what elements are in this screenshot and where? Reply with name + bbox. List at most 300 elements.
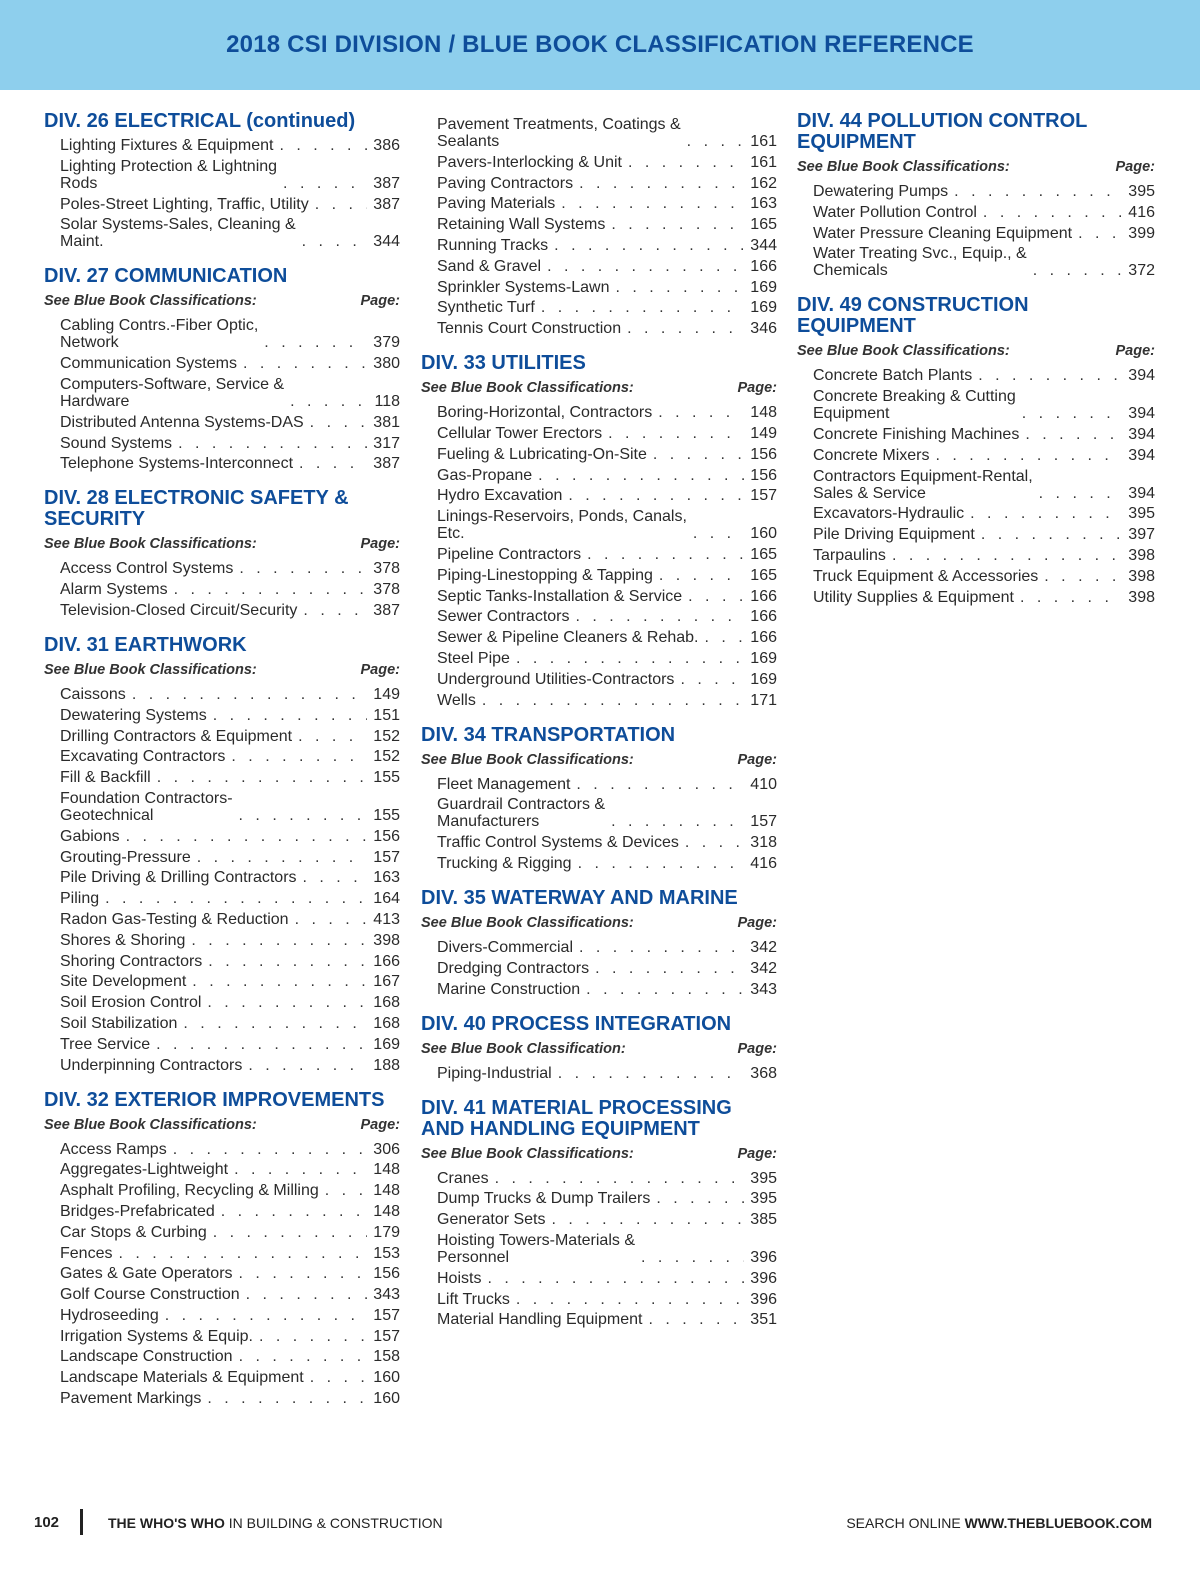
- page-reference: 149: [373, 685, 400, 703]
- classification-entry: [44, 1307, 400, 1324]
- classification-name: Paving Contractors: [437, 174, 574, 192]
- page-reference: 379: [373, 334, 400, 352]
- dot-leader: [1020, 589, 1122, 606]
- page-reference: 397: [1128, 526, 1155, 544]
- classification-name: Caissons: [60, 685, 126, 703]
- classification-entry: [421, 237, 777, 254]
- classification-name: Generator Sets: [437, 1211, 546, 1229]
- classification-entry: [44, 1182, 400, 1199]
- classification-entry: [421, 588, 777, 605]
- classification-entry: [44, 953, 400, 970]
- page-reference: 343: [750, 980, 777, 998]
- dot-leader: [1033, 262, 1123, 279]
- dot-leader: [554, 237, 744, 254]
- classification-name: Pavement Markings: [60, 1390, 202, 1408]
- dot-leader: [213, 1224, 368, 1241]
- classification-entry: [797, 589, 1155, 606]
- classification-entry: [421, 299, 777, 316]
- page-reference: 188: [373, 1056, 400, 1074]
- classification-subheader: [44, 535, 400, 553]
- classification-entry: [421, 855, 777, 872]
- page-reference: 168: [373, 994, 400, 1012]
- dot-leader: [487, 1270, 744, 1287]
- page-reference: 161: [750, 153, 777, 171]
- classification-name: Gates & Gate Operators: [60, 1265, 233, 1283]
- classification-entry: [797, 526, 1155, 543]
- classification-entry: [421, 467, 777, 484]
- classification-subheader: [421, 914, 777, 932]
- dot-leader: [299, 455, 367, 472]
- page-reference: 165: [750, 566, 777, 584]
- division-heading: DIV. 33 UTILITIES: [421, 352, 586, 375]
- dot-leader: [1044, 568, 1122, 585]
- dot-leader: [892, 547, 1122, 564]
- classification-entry: [421, 175, 777, 192]
- page-reference: 395: [1128, 183, 1155, 200]
- classification-name: Underground Utilities-Contractors: [437, 670, 675, 688]
- page-reference: 148: [373, 1161, 400, 1179]
- classification-name: Dewatering Pumps: [813, 183, 949, 200]
- page-reference: 161: [750, 133, 777, 150]
- classification-entry: [421, 981, 777, 998]
- classification-name: Hoists: [437, 1269, 482, 1287]
- division-heading: DIV. 41 MATERIAL PROCESSING AND HANDLING EQUIPMENT: [421, 1096, 732, 1140]
- dot-leader: [558, 1065, 745, 1082]
- classification-entry: [44, 137, 400, 154]
- classification-name: Wells: [437, 691, 476, 709]
- classification-name: Alarm Systems: [60, 581, 168, 599]
- subheader-label: See Blue Book Classifications:: [797, 159, 1010, 175]
- page-reference: 158: [373, 1348, 400, 1366]
- dot-leader: [192, 973, 367, 990]
- search-label: SEARCH ONLINE: [846, 1515, 965, 1531]
- classification-entry: [421, 939, 777, 956]
- dot-leader: [243, 355, 367, 372]
- division-section: [44, 266, 400, 472]
- classification-name: Piping-Industrial: [437, 1064, 552, 1082]
- page-reference: 168: [373, 1014, 400, 1032]
- classification-name: Excavating Contractors: [60, 748, 226, 766]
- classification-name: Distributed Antenna Systems-DAS: [60, 413, 304, 431]
- classification-entry: [421, 671, 777, 688]
- classification-entry: [44, 414, 400, 431]
- page-reference: 395: [750, 1169, 777, 1187]
- classification-entry: [44, 1224, 400, 1241]
- classification-entry: [421, 629, 777, 646]
- classification-entry: [421, 960, 777, 977]
- classification-entry: [44, 602, 400, 619]
- classification-entry: [421, 258, 777, 275]
- classification-entry: [421, 567, 777, 584]
- subheader-label: See Blue Book Classifications:: [421, 1145, 634, 1162]
- classification-entry: [44, 973, 400, 990]
- dot-leader: [157, 769, 368, 786]
- page-reference: 416: [750, 854, 777, 872]
- classification-subheader: [44, 292, 400, 310]
- page-reference: 396: [750, 1248, 777, 1266]
- page-reference: 394: [1128, 484, 1155, 502]
- classification-name: Marine Construction: [437, 980, 581, 998]
- subheader-page-label: Page:: [1115, 343, 1155, 360]
- classification-name: Soil Erosion Control: [60, 994, 202, 1012]
- subheader-label: See Blue Book Classifications:: [421, 914, 634, 931]
- page-reference: 378: [373, 560, 400, 578]
- classification-name: Cranes: [437, 1169, 489, 1187]
- classification-entry: [421, 320, 777, 337]
- classification-name: Concrete Mixers: [813, 446, 930, 464]
- dot-leader: [538, 467, 744, 484]
- page-reference: 163: [373, 869, 400, 887]
- page-reference: 155: [373, 806, 400, 824]
- classification-name: Water Treating Svc., Equip., & Chemicals: [813, 245, 1027, 280]
- dot-leader: [680, 671, 744, 688]
- dot-leader: [264, 334, 367, 351]
- classification-entry: [421, 692, 777, 709]
- subheader-page-label: Page:: [360, 1116, 400, 1133]
- page-reference: 156: [750, 466, 777, 484]
- classification-name: Underpinning Contractors: [60, 1056, 243, 1074]
- page-reference: 317: [373, 434, 400, 452]
- dot-leader: [213, 707, 368, 724]
- classification-entry: [44, 1348, 400, 1365]
- division-heading: DIV. 28 ELECTRONIC SAFETY & SECURITY: [44, 487, 349, 531]
- dot-leader: [595, 960, 744, 977]
- classification-entry: [421, 776, 777, 793]
- dot-leader: [659, 567, 744, 584]
- classification-entry: [44, 1036, 400, 1053]
- dot-leader: [983, 204, 1122, 221]
- dot-leader: [978, 367, 1122, 384]
- subheader-label: See Blue Book Classifications:: [421, 751, 634, 768]
- division-section: [44, 111, 400, 250]
- classification-name: Telephone Systems-Interconnect: [60, 455, 294, 473]
- classification-list: [421, 1065, 777, 1082]
- classification-name: Dewatering Systems: [60, 706, 207, 724]
- classification-list: [421, 404, 777, 708]
- dot-leader: [279, 137, 367, 154]
- dot-leader: [207, 1390, 367, 1407]
- footer-divider: [80, 1509, 83, 1535]
- subheader-page-label: Page:: [360, 661, 400, 678]
- classification-name: Landscape Construction: [60, 1348, 233, 1366]
- classification-entry: [44, 1265, 400, 1282]
- subheader-label: See Blue Book Classification:: [421, 1040, 626, 1057]
- classification-list: [44, 1141, 400, 1408]
- classification-name: Lighting Fixtures & Equipment: [60, 137, 274, 154]
- page-reference: 153: [373, 1244, 400, 1262]
- classification-name: Piping-Linestopping & Tapping: [437, 566, 653, 584]
- classification-entry: [44, 216, 400, 250]
- page-reference: 162: [750, 174, 777, 192]
- page-reference: 381: [373, 413, 400, 431]
- classification-entry: [797, 183, 1155, 200]
- subheader-label: See Blue Book Classifications:: [797, 343, 1010, 360]
- classification-subheader: [797, 342, 1155, 360]
- page-reference: 387: [373, 174, 400, 192]
- dot-leader: [547, 258, 744, 275]
- subheader-label: See Blue Book Classifications:: [44, 1116, 257, 1133]
- dot-leader: [283, 175, 367, 192]
- classification-entry: [44, 1203, 400, 1220]
- dot-leader: [641, 1249, 744, 1266]
- dot-leader: [303, 602, 367, 619]
- division-heading: DIV. 40 PROCESS INTEGRATION: [421, 1012, 732, 1035]
- page-reference: 160: [373, 1369, 400, 1387]
- classification-name: Solar Systems-Sales, Cleaning & Maint.: [60, 216, 296, 251]
- page-reference: 179: [373, 1223, 400, 1241]
- classification-entry: [44, 355, 400, 372]
- classification-entry: [44, 869, 400, 886]
- division-heading: DIV. 34 TRANSPORTATION: [421, 723, 676, 746]
- page-reference: 148: [373, 1182, 400, 1200]
- classification-entry: [421, 404, 777, 421]
- page-reference: 166: [750, 629, 777, 647]
- dot-leader: [648, 1311, 744, 1328]
- division-section: [421, 1098, 777, 1329]
- dot-leader: [208, 953, 367, 970]
- dot-leader: [981, 526, 1122, 543]
- classification-name: Gas-Propane: [437, 466, 533, 484]
- dot-leader: [611, 216, 744, 233]
- classification-name: Sprinkler Systems-Lawn: [437, 278, 610, 296]
- page-reference: 166: [750, 608, 777, 626]
- classification-name: Fueling & Lubricating-On-Site: [437, 445, 647, 463]
- classification-entry: [44, 686, 400, 703]
- page-reference: 387: [373, 195, 400, 213]
- classification-entry: [44, 828, 400, 845]
- classification-name: Shoring Contractors: [60, 952, 203, 970]
- search-online: [846, 1515, 1152, 1531]
- classification-list: [421, 116, 777, 337]
- dot-leader: [576, 776, 744, 793]
- page-reference: 169: [373, 1035, 400, 1053]
- dot-leader: [687, 133, 745, 150]
- page-reference: 160: [373, 1390, 400, 1408]
- dot-leader: [954, 183, 1122, 200]
- classification-name: Tennis Court Construction: [437, 320, 622, 338]
- dot-leader: [495, 1170, 745, 1187]
- page-reference: 167: [373, 973, 400, 991]
- classification-list: [797, 183, 1155, 279]
- classification-entry: [421, 279, 777, 296]
- dot-leader: [246, 1286, 368, 1303]
- page-reference: 394: [1128, 446, 1155, 464]
- classification-entry: [421, 650, 777, 667]
- classification-name: Asphalt Profiling, Recycling & Milling: [60, 1182, 319, 1200]
- dot-leader: [561, 195, 744, 212]
- classification-entry: [44, 1390, 400, 1407]
- dot-leader: [126, 828, 368, 845]
- classification-entry: [421, 487, 777, 504]
- website-link[interactable]: WWW.THEBLUEBOOK.COM: [964, 1515, 1152, 1531]
- dot-leader: [658, 404, 744, 421]
- dot-leader: [259, 1328, 367, 1345]
- dot-leader: [325, 1182, 368, 1199]
- classification-name: Access Control Systems: [60, 560, 234, 578]
- dot-leader: [1078, 225, 1122, 242]
- page-reference: 410: [750, 775, 777, 793]
- division-section: [421, 725, 777, 872]
- classification-entry: [44, 707, 400, 724]
- classification-name: Contractors Equipment-Rental, Sales & Service: [813, 467, 1033, 502]
- division-heading: DIV. 44 POLLUTION CONTROL EQUIPMENT: [797, 110, 1088, 153]
- classification-name: Cellular Tower Erectors: [437, 424, 603, 442]
- subheader-label: See Blue Book Classifications:: [44, 661, 257, 678]
- dot-leader: [290, 393, 368, 410]
- classification-name: Septic Tanks-Installation & Service: [437, 587, 683, 605]
- page-reference: 152: [373, 748, 400, 766]
- page-reference: 346: [750, 320, 777, 338]
- division-heading: DIV. 26 ELECTRICAL (continued): [44, 110, 356, 132]
- page-reference: 395: [750, 1190, 777, 1208]
- page-reference: 318: [750, 834, 777, 852]
- classification-name: Hoisting Towers-Materials & Personnel: [437, 1231, 635, 1266]
- publication-name: [108, 1515, 443, 1531]
- subheader-page-label: Page:: [737, 751, 777, 768]
- dot-leader: [1022, 405, 1123, 422]
- classification-name: Pile Driving Equipment: [813, 526, 975, 544]
- classification-list: [421, 776, 777, 872]
- classification-name: Car Stops & Curbing: [60, 1223, 207, 1241]
- classification-entry: [44, 455, 400, 472]
- classification-entry: [44, 1161, 400, 1178]
- classification-name: Dredging Contractors: [437, 959, 590, 977]
- classification-entry: [44, 911, 400, 928]
- page-number: 102: [34, 1514, 60, 1531]
- classification-entry: [44, 581, 400, 598]
- classification-subheader: [797, 158, 1155, 176]
- classification-name: Fences: [60, 1244, 113, 1262]
- classification-name: Landscape Materials & Equipment: [60, 1369, 304, 1387]
- page-reference: 399: [1128, 224, 1155, 242]
- classification-name: Aggregates-Lightweight: [60, 1161, 229, 1179]
- classification-entry: [44, 1245, 400, 1262]
- classification-name: Sound Systems: [60, 434, 173, 452]
- division-section: [421, 1014, 777, 1082]
- page-reference: 156: [750, 445, 777, 463]
- classification-name: Sewer Contractors: [437, 608, 570, 626]
- classification-name: Steel Pipe: [437, 649, 510, 667]
- classification-name: Tree Service: [60, 1035, 151, 1053]
- classification-entry: [421, 446, 777, 463]
- classification-name: Boring-Horizontal, Contractors: [437, 404, 653, 422]
- classification-entry: [44, 748, 400, 765]
- subheader-page-label: Page:: [737, 1040, 777, 1057]
- classification-entry: [421, 608, 777, 625]
- classification-subheader: [421, 379, 777, 397]
- classification-subheader: [421, 751, 777, 769]
- classification-entry: [44, 932, 400, 949]
- dot-leader: [704, 629, 744, 646]
- page-reference: 152: [373, 727, 400, 745]
- classification-name: Grouting-Pressure: [60, 848, 191, 866]
- page-reference: 169: [750, 278, 777, 296]
- subheader-page-label: Page:: [737, 1145, 777, 1162]
- division-section: [797, 111, 1155, 279]
- page-reference: 157: [750, 813, 777, 831]
- dot-leader: [221, 1203, 368, 1220]
- page-reference: 343: [373, 1286, 400, 1304]
- dot-leader: [310, 414, 368, 431]
- classification-entry: [44, 769, 400, 786]
- classification-name: Shores & Shoring: [60, 931, 186, 949]
- subheader-page-label: Page:: [737, 914, 777, 931]
- dot-leader: [231, 748, 367, 765]
- classification-name: Running Tracks: [437, 236, 549, 254]
- dot-leader: [234, 1161, 367, 1178]
- classification-name: Concrete Finishing Machines: [813, 425, 1020, 443]
- page-reference: 387: [373, 601, 400, 619]
- classification-entry: [421, 116, 777, 150]
- dot-leader: [132, 686, 367, 703]
- page-reference: 351: [750, 1311, 777, 1329]
- dot-leader: [191, 932, 367, 949]
- classification-entry: [421, 195, 777, 212]
- classification-subheader: [44, 661, 400, 679]
- dot-leader: [239, 1348, 368, 1365]
- page-reference: 380: [373, 355, 400, 373]
- page-reference: 165: [750, 545, 777, 563]
- dot-leader: [248, 1057, 367, 1074]
- division-heading: DIV. 32 EXTERIOR IMPROVEMENTS: [44, 1088, 385, 1111]
- dot-leader: [587, 546, 744, 563]
- page-reference: 396: [750, 1269, 777, 1287]
- dot-leader: [578, 855, 745, 872]
- classification-name: Hydroseeding: [60, 1306, 159, 1324]
- dot-leader: [239, 560, 367, 577]
- classification-list: [421, 1170, 777, 1329]
- dot-leader: [653, 446, 744, 463]
- dot-leader: [568, 487, 744, 504]
- page-reference: 416: [1128, 203, 1155, 221]
- page-reference: 169: [750, 649, 777, 667]
- classification-entry: [797, 447, 1155, 464]
- page-reference: 344: [750, 236, 777, 254]
- subheader-label: See Blue Book Classifications:: [44, 536, 257, 553]
- division-heading: DIV. 49 CONSTRUCTION EQUIPMENT: [797, 294, 1029, 338]
- classification-name: Material Handling Equipment: [437, 1311, 643, 1329]
- classification-name: Sand & Gravel: [437, 257, 542, 275]
- dot-leader: [118, 1245, 367, 1262]
- page-reference: 394: [1128, 367, 1155, 385]
- page-reference: 148: [373, 1202, 400, 1220]
- dot-leader: [165, 1307, 368, 1324]
- subheader-page-label: Page:: [360, 293, 400, 310]
- dot-leader: [516, 650, 744, 667]
- dot-leader: [611, 813, 744, 830]
- division-heading: DIV. 35 WATERWAY AND MARINE: [421, 886, 738, 909]
- classification-entry: [797, 468, 1155, 502]
- dot-leader: [541, 299, 744, 316]
- classification-name: Linings-Reservoirs, Ponds, Canals, Etc.: [437, 508, 687, 543]
- classification-name: Lighting Protection & Lightning Rods: [60, 157, 278, 192]
- dot-leader: [576, 608, 745, 625]
- page-reference: 398: [1128, 567, 1155, 585]
- page-reference: 166: [750, 257, 777, 275]
- page-reference: 342: [750, 959, 777, 977]
- subheader-page-label: Page:: [360, 536, 400, 553]
- page-reference: 149: [750, 424, 777, 442]
- division-section: [44, 635, 400, 1074]
- page-reference: 160: [750, 525, 777, 543]
- dot-leader: [310, 1369, 368, 1386]
- page-reference: 342: [750, 938, 777, 956]
- page-reference: 164: [373, 890, 400, 908]
- classification-entry: [44, 790, 400, 824]
- dot-leader: [156, 1036, 367, 1053]
- dot-leader: [688, 588, 744, 605]
- classification-name: Concrete Batch Plants: [813, 367, 973, 385]
